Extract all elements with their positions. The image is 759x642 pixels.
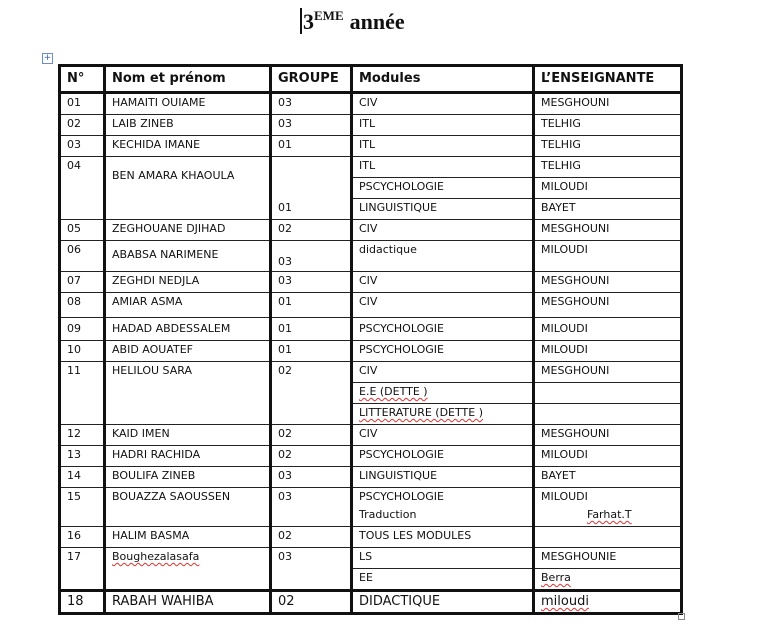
module-cell: CIV bbox=[352, 362, 534, 383]
module-cell: didactique bbox=[352, 241, 534, 272]
group-cell: 02 bbox=[271, 425, 352, 446]
teacher-cell: MILOUDI bbox=[534, 488, 682, 509]
student-name: LAIB ZINEB bbox=[105, 115, 271, 136]
group-cell: 02 bbox=[271, 362, 352, 425]
teacher-cell: BAYET bbox=[534, 467, 682, 488]
teacher-cell: MESGHOUNIE bbox=[534, 548, 682, 569]
header-teacher: L’ENSEIGNANTE bbox=[534, 66, 682, 93]
group-cell: 03 bbox=[271, 115, 352, 136]
group-cell: 03 bbox=[271, 272, 352, 293]
row-number: 10 bbox=[60, 341, 105, 362]
student-name: BOULIFA ZINEB bbox=[105, 467, 271, 488]
teacher-cell: MILOUDI bbox=[534, 446, 682, 467]
student-name: RABAH WAHIBA bbox=[105, 591, 271, 614]
module-cell: CIV bbox=[352, 293, 534, 318]
row-number: 18 bbox=[60, 591, 105, 614]
student-name: HELILOU SARA bbox=[105, 362, 271, 425]
teacher-cell: TELHIG bbox=[534, 115, 682, 136]
student-name: HALIM BASMA bbox=[105, 527, 271, 548]
teacher-cell: MESGHOUNI bbox=[534, 362, 682, 383]
row-number: 08 bbox=[60, 293, 105, 318]
row-number: 01 bbox=[60, 93, 105, 115]
student-name: ABABSA NARIMENE bbox=[105, 241, 271, 272]
title-word: année bbox=[349, 9, 405, 34]
table-row bbox=[60, 488, 682, 509]
group-cell: 01 bbox=[271, 293, 352, 318]
student-name: ZEGHDI NEDJLA bbox=[105, 272, 271, 293]
row-number: 02 bbox=[60, 115, 105, 136]
teacher-cell: MILOUDI bbox=[534, 178, 682, 199]
group-cell: 03 bbox=[271, 93, 352, 115]
teacher-cell: MILOUDI bbox=[534, 341, 682, 362]
module-cell: PSCYCHOLOGIE bbox=[352, 178, 534, 199]
teacher-cell: MESGHOUNI bbox=[534, 93, 682, 115]
teacher-cell: BAYET bbox=[534, 199, 682, 220]
row-number: 04 bbox=[60, 157, 105, 220]
module-cell: CIV bbox=[352, 425, 534, 446]
row-number: 17 bbox=[60, 548, 105, 591]
table-row bbox=[60, 220, 682, 241]
row-number: 15 bbox=[60, 488, 105, 527]
row-number: 05 bbox=[60, 220, 105, 241]
module-cell: E.E (DETTE ) bbox=[352, 383, 534, 404]
student-name: HADRI RACHIDA bbox=[105, 446, 271, 467]
table-row bbox=[60, 527, 682, 548]
group-cell: 03 bbox=[271, 467, 352, 488]
title-superscript: EME bbox=[314, 8, 344, 23]
module-cell: TOUS LES MODULES bbox=[352, 527, 534, 548]
teacher-cell: MESGHOUNI bbox=[534, 293, 682, 318]
teacher-cell bbox=[534, 383, 682, 404]
module-cell: DIDACTIQUE bbox=[352, 591, 534, 614]
group-cell: 01 bbox=[271, 341, 352, 362]
header-group: GROUPE bbox=[271, 66, 352, 93]
row-number: 09 bbox=[60, 318, 105, 341]
row-number: 03 bbox=[60, 136, 105, 157]
group-cell: 02 bbox=[271, 446, 352, 467]
header-num: N° bbox=[60, 66, 105, 93]
table-row bbox=[60, 157, 682, 178]
table-row bbox=[60, 591, 682, 614]
table-row bbox=[60, 293, 682, 318]
group-cell: 01 bbox=[271, 157, 352, 220]
group-cell: 02 bbox=[271, 591, 352, 614]
header-modules: Modules bbox=[352, 66, 534, 93]
student-name: Boughezalasafa bbox=[105, 548, 271, 591]
module-cell: LITTERATURE (DETTE ) bbox=[352, 404, 534, 425]
teacher-cell: TELHIG bbox=[534, 157, 682, 178]
table-row bbox=[60, 136, 682, 157]
teacher-cell: MILOUDI bbox=[534, 241, 682, 272]
module-cell: PSCYCHOLOGIE bbox=[352, 318, 534, 341]
group-cell: 03 bbox=[271, 241, 352, 272]
module-cell: CIV bbox=[352, 93, 534, 115]
row-number: 06 bbox=[60, 241, 105, 272]
teacher-cell bbox=[534, 527, 682, 548]
table-row bbox=[60, 362, 682, 383]
module-cell: ITL bbox=[352, 136, 534, 157]
student-name: BOUAZZA SAOUSSEN bbox=[105, 488, 271, 527]
header-name: Nom et prénom bbox=[105, 66, 271, 93]
teacher-cell: TELHIG bbox=[534, 136, 682, 157]
table-row bbox=[60, 115, 682, 136]
module-cell: LINGUISTIQUE bbox=[352, 199, 534, 220]
student-name: HADAD ABDESSALEM bbox=[105, 318, 271, 341]
text-cursor bbox=[300, 8, 302, 34]
module-cell: PSCYCHOLOGIE bbox=[352, 446, 534, 467]
module-cell: PSCYCHOLOGIE bbox=[352, 341, 534, 362]
title-number: 3 bbox=[303, 9, 314, 34]
row-number: 16 bbox=[60, 527, 105, 548]
group-cell: 01 bbox=[271, 136, 352, 157]
teacher-cell: Berra bbox=[534, 569, 682, 591]
row-number: 11 bbox=[60, 362, 105, 425]
student-name: KECHIDA IMANE bbox=[105, 136, 271, 157]
table-row bbox=[60, 425, 682, 446]
row-number: 13 bbox=[60, 446, 105, 467]
module-cell: ITL bbox=[352, 157, 534, 178]
teacher-cell: MESGHOUNI bbox=[534, 220, 682, 241]
page-title bbox=[300, 8, 405, 35]
student-name: KAID IMEN bbox=[105, 425, 271, 446]
table-row bbox=[60, 446, 682, 467]
student-name: HAMAITI OUIAME bbox=[105, 93, 271, 115]
table-row bbox=[60, 467, 682, 488]
group-cell: 02 bbox=[271, 527, 352, 548]
student-modules-table bbox=[58, 64, 683, 615]
group-cell: 02 bbox=[271, 220, 352, 241]
table-row bbox=[60, 341, 682, 362]
student-name: AMIAR ASMA bbox=[105, 293, 271, 318]
table-row bbox=[60, 548, 682, 569]
module-cell: CIV bbox=[352, 220, 534, 241]
module-cell: LS bbox=[352, 548, 534, 569]
row-number: 12 bbox=[60, 425, 105, 446]
table-resize-handle-icon[interactable] bbox=[678, 613, 685, 620]
teacher-cell: miloudi bbox=[534, 591, 682, 614]
table-row bbox=[60, 272, 682, 293]
row-number: 07 bbox=[60, 272, 105, 293]
teacher-cell: Farhat.T bbox=[534, 508, 682, 527]
table-row bbox=[60, 241, 682, 272]
group-cell: 03 bbox=[271, 548, 352, 591]
teacher-cell bbox=[534, 404, 682, 425]
module-cell: LINGUISTIQUE bbox=[352, 467, 534, 488]
teacher-cell: MESGHOUNI bbox=[534, 425, 682, 446]
table-row bbox=[60, 318, 682, 341]
module-cell: EE bbox=[352, 569, 534, 591]
module-cell: ITL bbox=[352, 115, 534, 136]
row-number: 14 bbox=[60, 467, 105, 488]
student-name: BEN AMARA KHAOULA bbox=[105, 157, 271, 220]
table-header-row bbox=[60, 66, 682, 93]
table-move-handle-icon[interactable]: + bbox=[43, 53, 52, 63]
group-cell: 03 bbox=[271, 488, 352, 527]
student-name: ZEGHOUANE DJIHAD bbox=[105, 220, 271, 241]
group-cell: 01 bbox=[271, 318, 352, 341]
teacher-cell: MILOUDI bbox=[534, 318, 682, 341]
teacher-cell: MESGHOUNI bbox=[534, 272, 682, 293]
module-cell: PSCYCHOLOGIE bbox=[352, 488, 534, 509]
module-cell: CIV bbox=[352, 272, 534, 293]
student-name: ABID AOUATEF bbox=[105, 341, 271, 362]
table-row bbox=[60, 93, 682, 115]
module-cell: Traduction bbox=[352, 508, 534, 527]
